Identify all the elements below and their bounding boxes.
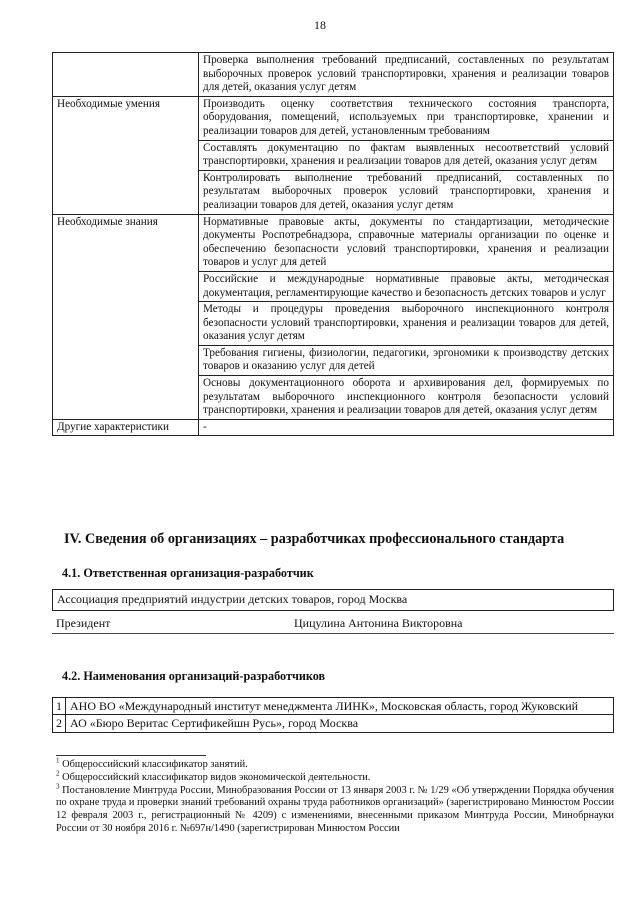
signatory-role: Президент [56, 616, 111, 630]
footnote [56, 782, 615, 836]
responsible-organization-box [52, 589, 614, 634]
row-item: Составлять документацию по фактам выявленных несоответствий условий транспортировки, хранения и реализации товаров для детей, оказания услуг детям [199, 140, 614, 170]
row-item: Требования гигиены, физиологии, педагогики, эргономики к производству детских товаров и оказанию услуг для детей [199, 345, 614, 375]
footnote-mark: 2 [56, 769, 60, 778]
footnote-text: Общероссийский классификатор видов экономической деятельности. [59, 771, 371, 783]
competency-table-body [53, 53, 614, 436]
footnotes [56, 756, 615, 836]
developer-number: 1 [53, 698, 66, 715]
row-item: Нормативные правовые акты, документы по стандартизации, методические документы Роспотребнадзора, справочные материалы организации по оценке и обеспечению безопасности условий транспортировки, хранения и реализации товаров и услуг для детей [199, 214, 614, 271]
row-item: Методы и процедуры проведения выборочного инспекционного контроля безопасности условий транспортировки, хранения и реализации товаров для детей, оказания услуг детям [199, 302, 614, 346]
responsible-organization-signatory [52, 611, 614, 634]
developer-number: 2 [53, 715, 66, 732]
footnote-mark: 3 [56, 782, 60, 791]
subsection-1-title: 4.1. Ответственная организация-разработчик [62, 566, 314, 580]
row-item: Контролировать выполнение требований предписаний, составленных по результатам выборочных проверок условий транспортировки, хранения и реализации товаров для детей, оказания услуг детям [199, 170, 614, 214]
page-number: 18 [314, 18, 326, 32]
row-item: - [199, 419, 614, 436]
table-row [53, 419, 614, 436]
row-item: Основы документационного оборота и архивирования дел, формируемых по результатам выборочного инспекционного контроля безопасности условий транспортировки, хранения и реализации товаров для детей, оказания услуг детям [199, 376, 614, 420]
table-row [53, 698, 614, 715]
developers-table [52, 697, 614, 733]
table-row [53, 53, 614, 97]
row-item: Российские и международные нормативные правовые акты, методическая документация, регламентирующие качество и безопасность детских товаров и услуг [199, 271, 614, 301]
footnote [56, 756, 614, 772]
footnote-mark: 1 [56, 756, 60, 765]
table-row [53, 96, 614, 140]
footnote [56, 769, 614, 785]
table-row [53, 715, 614, 732]
subsection-2-title: 4.2. Наименования организаций-разработчиков [62, 669, 326, 683]
row-item: Производить оценку соответствия технического состояния транспорта, оборудования, помещений, используемых при транспортировке, хранении и реализации товаров для детей, установленным требованиям [199, 96, 614, 140]
row-label: Необходимые знания [53, 214, 199, 419]
row-item: Проверка выполнения требований предписаний, составленных по результатам выборочных проверок условий транспортировки, хранения и реализации товаров для детей, оказания услуг детям [199, 53, 614, 97]
footnote-divider [56, 755, 206, 756]
footnote-text: Общероссийский классификатор занятий. [59, 759, 248, 770]
competency-table [52, 52, 614, 436]
row-label: Необходимые умения [53, 96, 199, 214]
signatory-name: Цицулина Антонина Викторовна [294, 616, 463, 630]
row-label [53, 53, 199, 97]
developer-name: АО «Бюро Веритас Сертификейшн Русь», город Москва [66, 715, 614, 732]
footnote-text: Постановление Минтруда России, Минобразования России от 13 января 2003 г. № 1/29 «Об утверждении Порядка обучения по охране труда и проверки знаний требований охраны труда работников организаций» (зарегистрировано Минюстом России 12 февраля 2003 г., регистрационный № 4209) с изменениями, внесенными приказом Минтруда России, Минобрнауки России от 30 ноября 2016 г. №697н/1490 (зарегистрирован Минюстом России [56, 784, 615, 834]
developer-name: АНО ВО «Международный институт менеджмента ЛИНК», Московская область, город Жуковский [66, 698, 614, 715]
responsible-organization-name: Ассоциация предприятий индустрии детских товаров, город Москва [52, 589, 614, 611]
section-title: IV. Сведения об организациях – разработчиках профессионального стандарта [64, 531, 565, 547]
table-row [53, 214, 614, 271]
row-label: Другие характеристики [53, 419, 199, 436]
